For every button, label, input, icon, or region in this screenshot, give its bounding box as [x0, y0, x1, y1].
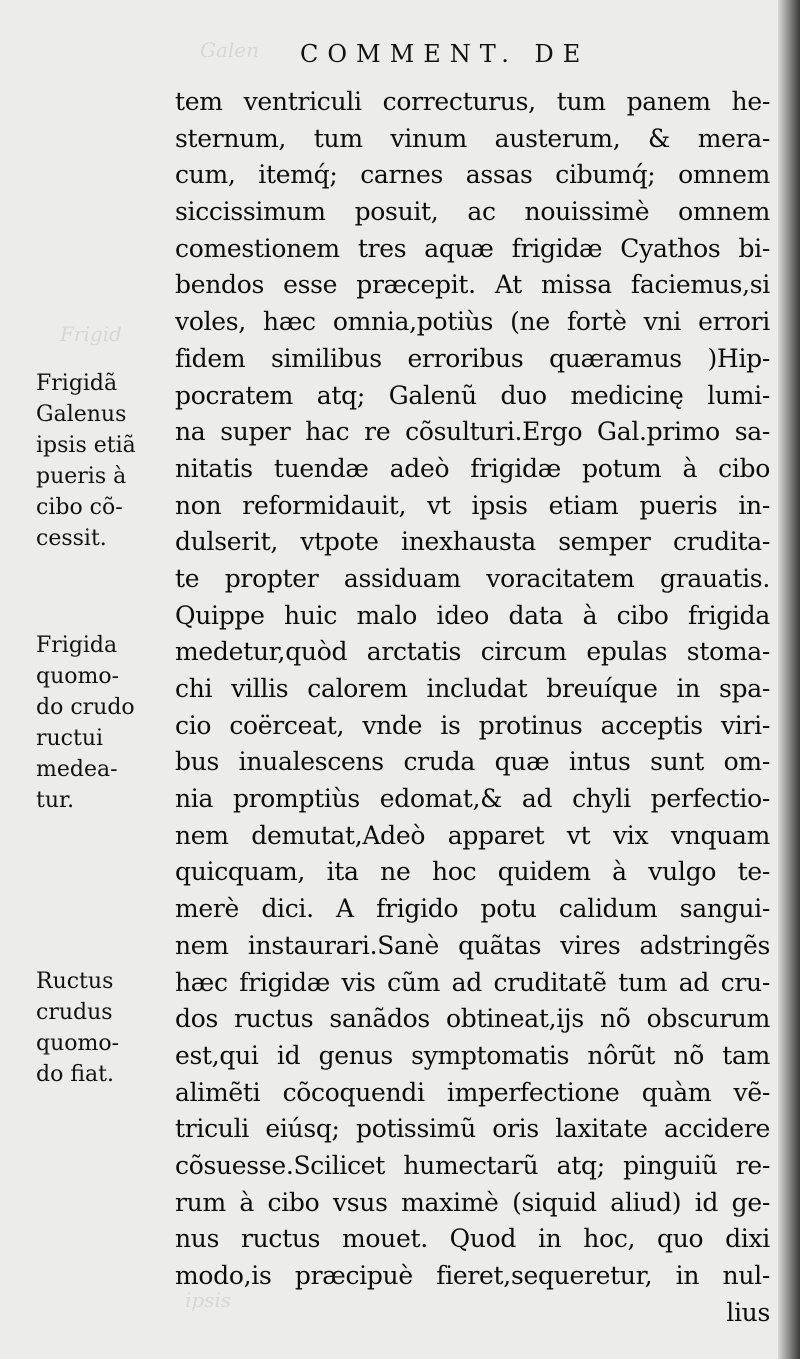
margin-note-frigida-crudo	[36, 630, 172, 816]
text-line: Quippe huic malo ideo data à cibo frigida	[175, 600, 770, 630]
text-line: alimẽti cõcoquendi imperfectione quàm vẽ-	[175, 1077, 770, 1107]
text-line: chi villis calorem includat breuíque in spa-	[175, 674, 770, 703]
text-line: fidem similibus erroribus quæramus )Hip-	[175, 343, 770, 373]
text-line: nem demutat,Adeò apparet vt vix vnquam	[175, 820, 770, 850]
margin-note-ructus-crudus	[36, 966, 172, 1090]
text-line: sternum, tum vinum austerum, & mera-	[175, 123, 770, 153]
text-line: nitatis tuendæ adeò frigidæ potum à cibo	[175, 453, 770, 483]
text-line: bendos esse præcepit. At missa faciemus,si	[175, 270, 770, 300]
text-line: quicquam, ita ne hoc quidem à vulgo te-	[175, 857, 770, 887]
bleed-through-text: Galen	[200, 38, 260, 62]
text-line: te propter assiduam voracitatem grauatis.	[175, 563, 770, 593]
margin-note-line: do fiat.	[36, 1062, 114, 1087]
margin-note-line: medea-	[36, 757, 118, 782]
margin-note-line: Frigidã	[36, 371, 118, 396]
text-line: nia promptiùs edomat,& ad chyli perfectio-	[175, 784, 770, 814]
bleed-through-text: ipsis	[185, 1288, 232, 1312]
margin-note-line: cessit.	[36, 526, 107, 551]
page-edge	[778, 0, 800, 1359]
margin-note-line: ructui	[36, 726, 104, 751]
text-line: est,qui id genus symptomatis nôrũt nõ tam	[175, 1040, 770, 1070]
margin-note-line: cibo cõ-	[36, 495, 123, 520]
margin-note-frigida-galenus	[36, 368, 172, 554]
margin-note-line: pueris à	[36, 464, 127, 489]
text-line: cõsuesse.Scilicet humectarũ atq; pinguiũ re-	[175, 1150, 770, 1180]
margin-note-line: Frigida	[36, 633, 118, 658]
text-line: comestionem tres aquæ frigidæ Cyathos bi-	[175, 233, 770, 263]
text-line: siccissimum posuit, ac nouissimè omnem	[175, 197, 770, 227]
body-text	[175, 84, 770, 1331]
margin-note-line: Ructus	[36, 969, 114, 994]
catchword: lius	[726, 1297, 770, 1327]
text-line: hæc frigidæ vis cũm ad cruditatẽ tum ad cru-	[175, 967, 770, 997]
text-line: bus inualescens cruda quæ intus sunt om-	[175, 747, 770, 777]
margin-note-line: ipsis etiã	[36, 433, 136, 458]
text-line: dulserit, vtpote inexhausta semper crudita-	[175, 527, 770, 557]
text-line: pocratem atq; Galenũ duo medicinę lumi-	[175, 380, 770, 410]
margin-note-line: quomo-	[36, 1031, 120, 1056]
text-line: tem ventriculi correcturus, tum panem he-	[175, 87, 770, 116]
margin-note-line: do crudo	[36, 695, 135, 720]
text-line: nus ructus mouet. Quod in hoc, quo dixi	[175, 1224, 770, 1254]
text-line: dos ructus sanãdos obtineat,ijs nõ obscurum	[175, 1004, 770, 1034]
margin-note-line: crudus	[36, 1000, 113, 1025]
text-line: modo,is præcipuè fieret,sequeretur, in nul-	[175, 1261, 770, 1290]
text-line: non reformidauit, vt ipsis etiam pueris in-	[175, 490, 770, 520]
margin-note-line: tur.	[36, 788, 75, 813]
bleed-through-text: Frigid	[60, 322, 122, 346]
running-head: COMMENT. DE	[300, 40, 590, 68]
margin-note-line: quomo-	[36, 664, 120, 689]
text-line: nem instaurari.Sanè quãtas vires adstringẽs	[175, 930, 770, 960]
text-line: cum, itemq́; carnes assas cibumq́; omnem	[175, 160, 770, 190]
text-line: triculi eiúsq; potissimũ oris laxitate accidere	[175, 1114, 770, 1144]
text-line: cio coërceat, vnde is protinus acceptis viri-	[175, 710, 770, 740]
text-line: rum à cibo vsus maximè (siquid aliud) id ge-	[175, 1187, 770, 1217]
text-line: medetur,quòd arctatis circum epulas stoma-	[175, 637, 770, 667]
text-line: na super hac re cõsulturi.Ergo Gal.primo sa-	[175, 417, 770, 447]
text-line: merè dici. A frigido potu calidum sangui-	[175, 894, 770, 924]
margin-note-line: Galenus	[36, 402, 127, 427]
text-line: voles, hæc omnia,potiùs (ne fortè vni errori	[175, 307, 770, 337]
